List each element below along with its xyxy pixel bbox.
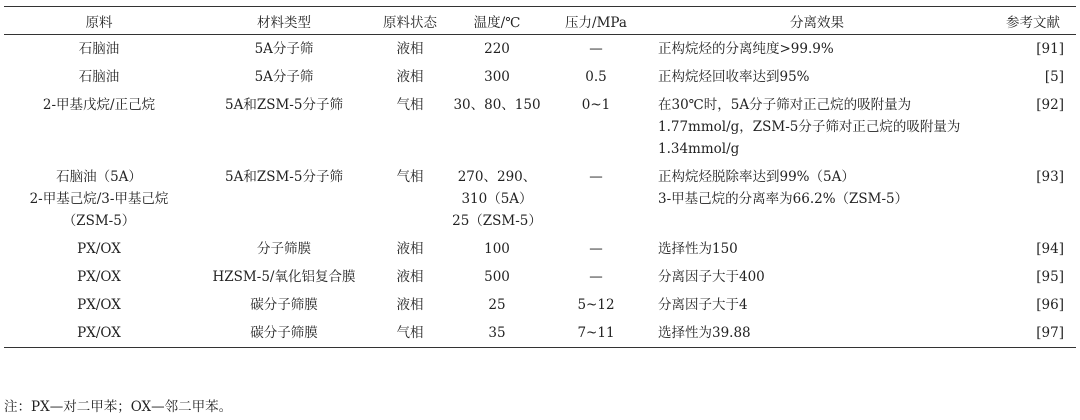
cell-feed-line: 石脑油（5A） [56,169,142,185]
cell-feed-line: 2-甲基戊烷/正己烷 [42,97,156,113]
cell-material [194,91,374,163]
cell-feed-line: （ZSM-5） [62,213,136,229]
cell-material-line: HZSM-5/氧化铝复合膜 [212,269,356,285]
cell-feed-line: 2-甲基己烷/3-甲基己烷 [29,191,169,207]
cell-temperature-line: 300 [484,69,510,85]
cell-feed-line: 石脑油 [78,41,120,57]
cell-temperature-line: 30、80、150 [453,97,541,113]
cell-material-line: 5A分子筛 [254,69,314,85]
cell-pressure: 7~11 [548,319,644,348]
cell-reference: [91] [1036,41,1064,57]
cell-effect-line: 正构烷烃的分离纯度>99.9% [658,41,834,57]
cell-feed [4,163,194,235]
cell-temperature [446,319,548,348]
cell-material-line: 分子筛膜 [257,241,311,257]
cell-reference: [93] [1036,169,1064,185]
table-row [4,291,1076,319]
cell-temperature-line: 500 [484,269,510,285]
cell-temperature [446,263,548,291]
table-row [4,91,1076,163]
cell-state: 液相 [396,269,424,285]
cell-pressure: — [589,169,603,185]
cell-temperature [446,91,548,163]
cell-effect [644,163,990,235]
cell-feed [4,291,194,319]
cell-material [194,163,374,235]
cell-feed-line: PX/OX [77,241,121,257]
cell-temperature-line: 270、290、 [457,169,537,185]
cell-temperature-line: 100 [484,241,510,257]
cell-material [194,291,374,319]
cell-reference: [95] [1036,269,1064,285]
cell-effect [644,91,990,163]
cell-state: 气相 [396,97,424,113]
header-pressure: 压力/MPa [548,7,644,35]
cell-reference: [96] [1036,297,1064,313]
cell-material [194,319,374,348]
adsorption-separation-table [4,6,1076,348]
cell-temperature [446,235,548,263]
header-material: 材料类型 [194,7,374,35]
cell-material-line: 5A和ZSM-5分子筛 [225,169,343,185]
cell-effect [644,35,990,64]
cell-feed-line: PX/OX [77,325,121,341]
cell-state: 液相 [396,69,424,85]
header-temperature: 温度/℃ [446,7,548,35]
cell-temperature-line: 310（5A） [461,191,533,207]
cell-state: 气相 [374,319,446,348]
header-state: 原料状态 [374,7,446,35]
cell-temperature [446,291,548,319]
cell-feed [4,235,194,263]
cell-effect-line: 3-甲基己烷的分离率为66.2%（ZSM-5） [658,191,909,207]
cell-feed [4,63,194,91]
header-feed: 原料 [4,7,194,35]
table-row [4,263,1076,291]
cell-effect-line: 选择性为39.88 [658,325,751,341]
table-row [4,319,1076,348]
cell-pressure: — [589,269,603,285]
cell-feed-line: 石脑油 [78,69,120,85]
cell-reference: [94] [1036,241,1064,257]
cell-effect-line: 分离因子大于400 [658,269,765,285]
cell-feed-line: PX/OX [77,297,121,313]
cell-temperature-line: 220 [484,41,510,57]
cell-state: 液相 [396,241,424,257]
cell-pressure: — [589,41,603,57]
cell-effect [644,235,990,263]
cell-state: 液相 [396,297,424,313]
cell-feed [4,319,194,348]
cell-pressure: 5~12 [577,297,615,313]
cell-temperature [446,163,548,235]
cell-material-line: 碳分子筛膜 [250,325,318,341]
table-row [4,235,1076,263]
cell-effect-line: 正构烷烃脱除率达到99%（5A） [658,169,855,185]
cell-effect-line: 1.77mmol/g，ZSM-5分子筛对正己烷的吸附量为 [658,119,961,135]
cell-feed [4,263,194,291]
table-footnote: 注：PX—对二甲苯；OX—邻二甲苯。 [4,399,233,415]
cell-effect-line: 分离因子大于4 [658,297,748,313]
cell-pressure: 0~1 [581,97,611,113]
cell-material-line: 5A分子筛 [254,41,314,57]
cell-temperature-line: 25（ZSM-5） [452,213,542,229]
cell-feed [4,35,194,64]
cell-effect-line: 正构烷烃回收率达到95% [658,69,810,85]
cell-temperature [446,63,548,91]
cell-reference: [97] [990,319,1076,348]
cell-material [194,235,374,263]
cell-pressure: — [589,241,603,257]
cell-state: 气相 [396,169,424,185]
cell-effect [644,63,990,91]
cell-effect-line: 1.34mmol/g [658,141,740,157]
table-row [4,35,1076,64]
header-effect: 分离效果 [644,7,990,35]
header-reference: 参考文献 [990,7,1076,35]
cell-effect [644,319,990,348]
table-body [4,35,1076,348]
cell-pressure: 0.5 [585,69,607,85]
cell-feed-line: PX/OX [77,269,121,285]
cell-effect [644,263,990,291]
cell-temperature [446,35,548,64]
cell-effect [644,291,990,319]
cell-material [194,35,374,64]
cell-effect-line: 在30℃时，5A分子筛对正己烷的吸附量为 [658,97,912,113]
cell-temperature-line: 25 [488,297,506,313]
cell-feed [4,91,194,163]
cell-reference: [5] [1044,69,1064,85]
cell-state: 液相 [396,41,424,57]
cell-material [194,263,374,291]
table-header-row [4,7,1076,35]
table-row [4,163,1076,235]
cell-reference: [92] [1036,97,1064,113]
cell-material-line: 碳分子筛膜 [250,297,318,313]
cell-material-line: 5A和ZSM-5分子筛 [225,97,343,113]
table-row [4,63,1076,91]
cell-material [194,63,374,91]
cell-temperature-line: 35 [488,325,506,341]
cell-effect-line: 选择性为150 [658,241,738,257]
